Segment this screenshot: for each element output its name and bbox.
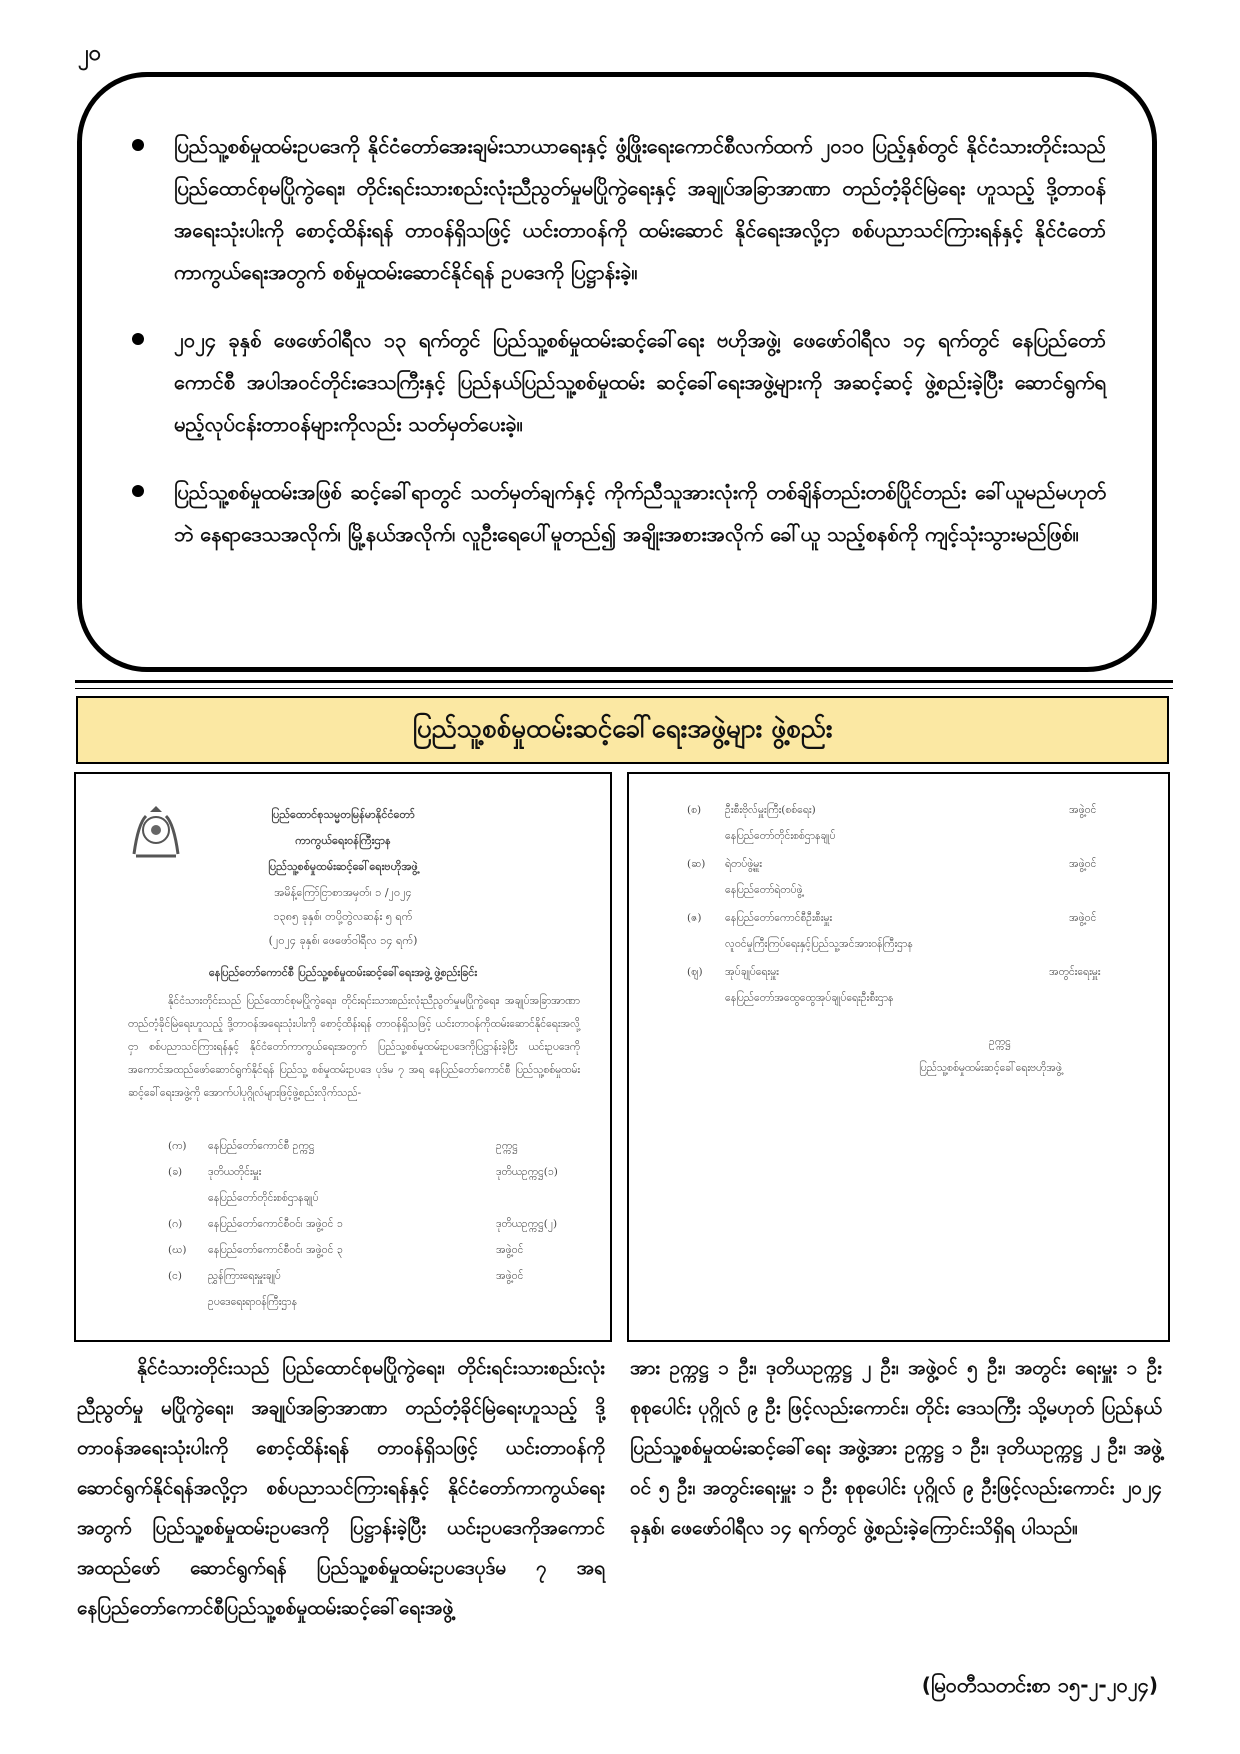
member-name: နေပြည်တော်ကောင်စီဝင်၊ အဖွဲ့ဝင် ၃ (208, 1244, 343, 1256)
member-no: (စ) (687, 804, 702, 816)
member-sub: နေပြည်တော်တိုင်းစစ်ဌာနချုပ် (208, 1192, 319, 1204)
source-citation: (မြဝတီသတင်းစာ ၁၅-၂-၂၀၂၄) (921, 1673, 1158, 1697)
member-no: (ဈ) (687, 966, 703, 978)
member-sub: နေပြည်တော်ရဲတပ်ဖွဲ့ (725, 884, 803, 896)
member-sub: ဥပဒေရေးရာဝန်ကြီးဌာန (208, 1296, 297, 1308)
doc-header-line: ပြည်ထောင်စုသမ္မတမြန်မာနိုင်ငံတော် (271, 808, 415, 821)
member-name: နေပြည်တော်ကောင်စီဝင်၊ အဖွဲ့ဝင် ၁ (208, 1218, 343, 1230)
doc-header-line: အမိန့်ကြော်ငြာစာအမှတ်၊ ၁ /၂၀၂၄ (274, 886, 412, 899)
doc-header-line: ကာကွယ်ရေးဝန်ကြီးဌာန (295, 834, 391, 847)
member-name: နေပြည်တော်ကောင်စီ ဥက္ကဋ္ဌ (208, 1140, 315, 1152)
member-role: အဖွဲ့ဝင် (1069, 858, 1097, 870)
member-no: (င) (168, 1270, 183, 1282)
bullet-item (132, 125, 1106, 293)
member-sub: နေပြည်တော်တိုင်းစစ်ဌာနချုပ် (725, 830, 836, 842)
doc-header-line: ပြည်သူ့စစ်မှုထမ်းဆင့်ခေါ်ရေးဗဟိုအဖွဲ့ (268, 860, 418, 873)
member-name: ဦးစီးဗိုလ်မှူးကြီး(စစ်ရေး) (725, 804, 816, 816)
doc-body: နိုင်ငံသားတိုင်းသည် ပြည်ထောင်စုမပြိုကွဲရေး၊ တိုင်းရင်းသားစည်းလုံးညီညွတ်မှုမပြိုကွဲရေး၊ အချုပ်အခြာအာဏာတည်တံ့ခိုင်မြဲရေးဟူသည့် ဒို့တာဝန်အရေးသုံးပါးကို စောင့်ထိန်းရန် တာဝန်ရှိသဖြင့် ယင်းတာဝန်ကိုထမ်းဆောင်နိုင်ရေးအလို့ငှာ စစ်ပညာသင်ကြားရန်နှင့် နိုင်ငံတော်ကာကွယ်ရေးအတွက် ပြည်သူ့စစ်မှုထမ်းဥပဒေကိုပြဋ္ဌာန်းခဲ့ပြီး ယင်းဥပဒေကို အကောင်အထည်ဖော်ဆောင်ရွက်နိုင်ရန် ပြည်သူ့ စစ်မှုထမ်းဥပဒေ ပုဒ်မ ၇ အရ နေပြည်တော်ကောင်စီ ပြည်သူ့စစ်မှုထမ်းဆင့်ခေါ်ရေးအဖွဲ့ကို အောက်ပါပုဂ္ဂိုလ်များဖြင့်ဖွဲ့စည်းလိုက်သည်- (128, 995, 580, 1099)
doc-subject: နေပြည်တော်ကောင်စီ ပြည်သူ့စစ်မှုထမ်းဆင့်ခေါ်ရေးအဖွဲ့ ဖွဲ့စည်းခြင်း (208, 966, 478, 979)
bullet-text: ပြည်သူ့စစ်မှုထမ်းဥပဒေကို နိုင်ငံတော်အေးချမ်းသာယာရေးနှင့် ဖွံ့ဖြိုးရေးကောင်စီလက်ထက် ၂၀၁၀ ပြည့်နှစ်တွင် နိုင်ငံသားတိုင်းသည် ပြည်ထောင်စုမပြိုကွဲရေး၊ တိုင်းရင်းသားစည်းလုံးညီညွတ်မှုမပြိုကွဲရေးနှင့် အချုပ်အခြာအာဏာ တည်တံ့ခိုင်မြဲရေး ဟူသည့် ဒို့တာဝန်အရေးသုံးပါးကို စောင့်ထိန်းရန် တာဝန်ရှိသဖြင့် ယင်းတာဝန်ကို ထမ်းဆောင် နိုင်ရေးအလို့ငှာ စစ်ပညာသင်ကြားရန်နှင့် နိုင်ငံတော်ကာကွယ်ရေးအတွက် စစ်မှုထမ်းဆောင်နိုင်ရန် ဥပဒေကို ပြဋ္ဌာန်းခဲ့။ (174, 134, 1106, 284)
member-role: ဒုတိယဥက္ကဋ္ဌ(၂) (496, 1218, 558, 1230)
bullet-text: ၂၀၂၄ ခုနှစ် ဖေဖော်ဝါရီလ ၁၃ ရက်တွင် ပြည်သူ့စစ်မှုထမ်းဆင့်ခေါ်ရေး ဗဟိုအဖွဲ့၊ ဖေဖော်ဝါရီလ ၁၄ ရက်တွင် နေပြည်တော်ကောင်စီ အပါအဝင်တိုင်းဒေသကြီးနှင့် ပြည်နယ်ပြည်သူ့စစ်မှုထမ်း ဆင့်ခေါ်ရေးအဖွဲ့များကို အဆင့်ဆင့် ဖွဲ့စည်းခဲ့ပြီး ဆောင်ရွက်ရမည့်လုပ်ငန်းတာဝန်များကိုလည်း သတ်မှတ်ပေးခဲ့။ (174, 328, 1107, 436)
signature-org: ပြည်သူ့စစ်မှုထမ်းဆင့်ခေါ်ရေးဗဟိုအဖွဲ့ (919, 1062, 1062, 1074)
member-sub: နေပြည်တော်အထွေထွေအုပ်ချုပ်ရေးဦးစီးဌာန (725, 992, 894, 1004)
signature-title: ဥက္ကဋ္ဌ (989, 1036, 1011, 1048)
member-role: ဥက္ကဋ္ဌ (496, 1140, 518, 1152)
bullet-dot-icon (132, 485, 144, 497)
section-title: ပြည်သူ့စစ်မှုထမ်းဆင့်ခေါ်ရေးအဖွဲ့များ ဖွဲ့စည်း (76, 696, 1169, 764)
bullet-dot-icon (132, 333, 144, 345)
member-role: အဖွဲ့ဝင် (496, 1244, 524, 1256)
member-no: (ခ) (168, 1166, 183, 1178)
scanned-order-page-2 (627, 772, 1170, 1342)
member-name: ရဲတပ်ဖွဲ့မှူး (725, 858, 762, 870)
member-name: အုပ်ချုပ်ရေးမှူး (725, 966, 779, 978)
page-number: ၂၀ (78, 41, 102, 66)
divider-thick (75, 680, 1173, 683)
member-no: (ဇ) (687, 912, 702, 924)
bullet-dot-icon (132, 139, 144, 151)
scanned-order-page-1 (74, 772, 612, 1342)
body-text-right: အား ဥက္ကဋ္ဌ ၁ ဦး၊ ဒုတိယဥက္ကဋ္ဌ ၂ ဦး၊ အဖွဲ့ဝင် ၅ ဦး၊ အတွင်း ရေးမှူး ၁ ဦး စုစုပေါင်း ပုဂ္ဂိုလ် ၉ ဦး ဖြင့်လည်းကောင်း၊ တိုင်း ဒေသကြီး သို့မဟုတ် ပြည်နယ် ပြည်သူ့စစ်မှုထမ်းဆင့်ခေါ်ရေး အဖွဲ့အား ဥက္ကဋ္ဌ ၁ ဦး၊ ဒုတိယဥက္ကဋ္ဌ ၂ ဦး၊ အဖွဲ့ဝင် ၅ ဦး၊ အတွင်းရေးမှူး ၁ ဦး စုစုပေါင်း ပုဂ္ဂိုလ် ၉ ဦးဖြင့်လည်းကောင်း ၂၀၂၄ ခုနှစ်၊ ဖေဖော်ဝါရီလ ၁၄ ရက်တွင် ဖွဲ့စည်းခဲ့ကြောင်းသိရှိရ ပါသည်။ (630, 1357, 1162, 1539)
member-name: ဒုတိယတိုင်းမှူး (208, 1166, 262, 1178)
bullet-text: ပြည်သူ့စစ်မှုထမ်းအဖြစ် ဆင့်ခေါ်ရာတွင် သတ်မှတ်ချက်နှင့် ကိုက်ညီသူအားလုံးကို တစ်ချိန်တည်းတစ်ပြိုင်တည်း ခေါ်ယူမည်မဟုတ်ဘဲ နေရာဒေသအလိုက်၊ မြို့နယ်အလိုက်၊ လူဦးရေပေါ်မူတည်၍ အချိုးအစားအလိုက် ခေါ်ယူ သည့်စနစ်ကို ကျင့်သုံးသွားမည်ဖြစ်။ (174, 480, 1106, 546)
doc-header-line: (၂၀၂၄ ခုနှစ်၊ ဖေဖော်ဝါရီလ ၁၄ ရက်) (268, 934, 418, 947)
bullet-item (132, 471, 1106, 555)
member-role: အဖွဲ့ဝင် (1069, 912, 1097, 924)
doc-header-line: ၁၃၈၅ ခုနှစ်၊ တပို့တွဲလဆန်း ၅ ရက် (273, 910, 413, 923)
member-no: (ဆ) (687, 858, 706, 870)
member-no: (ဂ) (168, 1218, 183, 1230)
member-name: နေပြည်တော်ကောင်စီဦးစီးမှူး (725, 912, 833, 924)
bullet-item (132, 319, 1106, 445)
member-role: အဖွဲ့ဝင် (1069, 804, 1097, 816)
member-name: ညွှန်ကြားရေးမှူးချုပ် (208, 1270, 281, 1282)
body-text-left: နိုင်ငံသားတိုင်းသည် ပြည်ထောင်စုမပြိုကွဲရေး၊ တိုင်းရင်းသားစည်းလုံးညီညွတ်မှု မပြိုကွဲရေး၊ အချုပ်အခြာအာဏာ တည်တံ့ခိုင်မြဲရေးဟူသည့် ဒို့တာဝန်အရေးသုံးပါးကို စောင့်ထိန်းရန် တာဝန်ရှိသဖြင့် ယင်းတာဝန်ကို ဆောင်ရွက်နိုင်ရန်အလို့ငှာ စစ်ပညာသင်ကြားရန်နှင့် နိုင်ငံတော်ကာကွယ်ရေးအတွက် ပြည်သူ့စစ်မှုထမ်းဥပဒေကို ပြဋ္ဌာန်းခဲ့ပြီး ယင်းဥပဒေကိုအကောင် အထည်ဖော် ဆောင်ရွက်ရန် ပြည်သူ့စစ်မှုထမ်းဥပဒေပုဒ်မ ၇ အရ နေပြည်တော်ကောင်စီပြည်သူ့စစ်မှုထမ်းဆင့်ခေါ်ရေးအဖွဲ့ (77, 1357, 605, 1619)
member-sub: လူဝင်မှုကြီးကြပ်ရေးနှင့်ပြည်သူ့အင်အားဝန်ကြီးဌာန (725, 938, 913, 950)
summary-box (77, 72, 1157, 672)
member-no: (ဃ) (168, 1244, 187, 1256)
member-role: အတွင်းရေးမှူး (1049, 966, 1101, 978)
member-no: (က) (168, 1140, 187, 1152)
divider-thin (75, 688, 1173, 689)
member-role: ဒုတိယဥက္ကဋ္ဌ(၁) (496, 1166, 558, 1178)
member-role: အဖွဲ့ဝင် (496, 1270, 524, 1282)
